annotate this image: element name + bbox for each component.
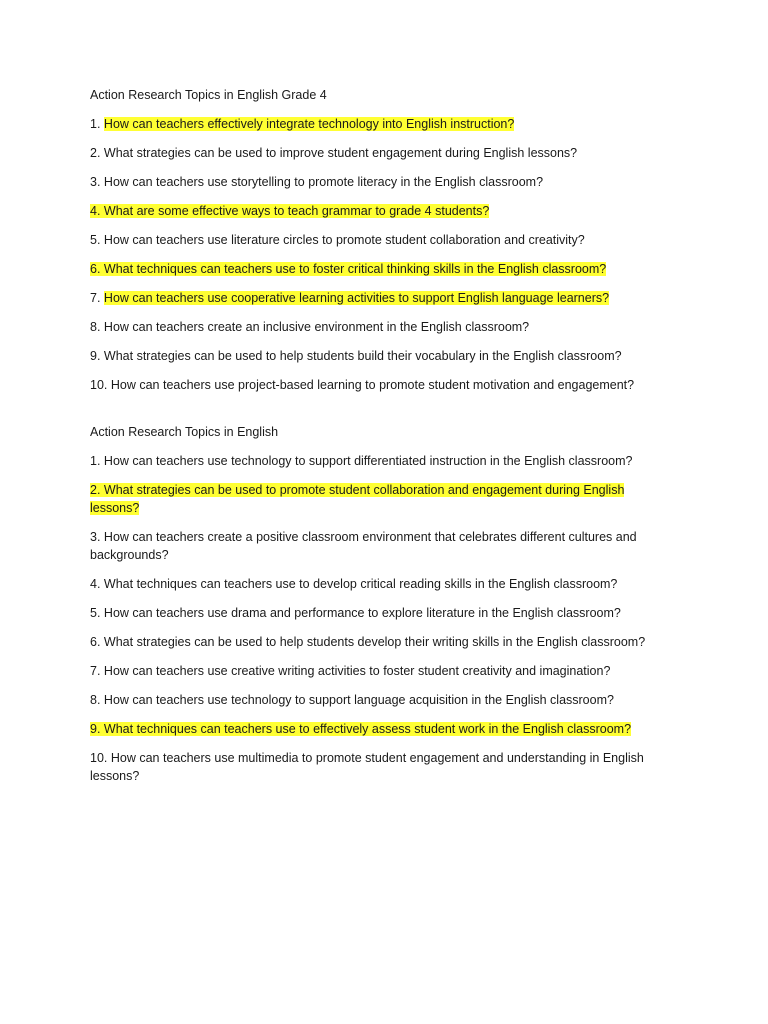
list-item [90, 318, 670, 336]
list-item [90, 260, 670, 278]
list-item [90, 376, 670, 394]
item-number: 7. [90, 291, 101, 305]
list-item [90, 481, 670, 517]
item-number: 6. [90, 635, 101, 649]
item-text: How can teachers effectively integrate technology into English instruction? [103, 117, 515, 131]
list-item [90, 202, 670, 220]
item-number: 5. [90, 233, 101, 247]
item-text: How can teachers use drama and performance to explore literature in the English classroom? [103, 606, 621, 620]
item-number: 2. [90, 146, 101, 160]
list-item [90, 289, 670, 307]
item-text: What strategies can be used to help students build their vocabulary in the English classroom? [103, 349, 622, 363]
item-number: 3. [90, 530, 101, 544]
section-grade-4 [90, 86, 670, 394]
item-text: How can teachers use project-based learning to promote student motivation and engagement? [110, 378, 635, 392]
item-number: 6. [90, 262, 101, 276]
item-text: How can teachers create a positive classroom environment that celebrates different cultures and backgrounds? [90, 530, 637, 562]
document-page [90, 86, 670, 796]
list-item [90, 749, 670, 785]
list-item [90, 575, 670, 593]
item-text: How can teachers use literature circles to promote student collaboration and creativity? [103, 233, 585, 247]
section-title: Action Research Topics in English [90, 425, 279, 439]
item-number: 9. [90, 349, 101, 363]
item-number: 4. [90, 204, 101, 218]
item-number: 10. [90, 378, 108, 392]
item-text: What techniques can teachers use to effectively assess student work in the English classroom? [103, 722, 632, 736]
item-text: How can teachers use creative writing activities to foster student creativity and imagination? [103, 664, 611, 678]
item-text: What techniques can teachers use to develop critical reading skills in the English classroom? [103, 577, 618, 591]
list-item [90, 604, 670, 622]
item-text: What strategies can be used to help students develop their writing skills in the English classroom? [103, 635, 646, 649]
item-number: 4. [90, 577, 101, 591]
list-item [90, 633, 670, 651]
section-title: Action Research Topics in English Grade 4 [90, 88, 327, 102]
item-text: What strategies can be used to improve student engagement during English lessons? [103, 146, 578, 160]
item-number: 8. [90, 693, 101, 707]
list-item [90, 691, 670, 709]
item-number: 3. [90, 175, 101, 189]
item-text: How can teachers use multimedia to promote student engagement and understanding in English lessons? [90, 751, 644, 783]
section-english [90, 423, 670, 785]
item-text: How can teachers create an inclusive environment in the English classroom? [103, 320, 530, 334]
item-text: What techniques can teachers use to foster critical thinking skills in the English classroom? [103, 262, 607, 276]
item-number: 7. [90, 664, 101, 678]
item-number: 9. [90, 722, 101, 736]
list-item [90, 528, 670, 564]
list-item [90, 173, 670, 191]
item-number: 1. [90, 117, 101, 131]
item-number: 5. [90, 606, 101, 620]
item-text: How can teachers use technology to support differentiated instruction in the English classroom? [103, 454, 633, 468]
list-item [90, 662, 670, 680]
item-text: How can teachers use cooperative learning activities to support English language learners? [103, 291, 610, 305]
item-number: 10. [90, 751, 108, 765]
item-number: 2. [90, 483, 101, 497]
item-number: 8. [90, 320, 101, 334]
list-item [90, 347, 670, 365]
item-text: How can teachers use technology to support language acquisition in the English classroom? [103, 693, 614, 707]
item-text: What strategies can be used to promote student collaboration and engagement during English lessons? [90, 483, 625, 515]
list-item [90, 231, 670, 249]
list-item [90, 144, 670, 162]
item-number: 1. [90, 454, 101, 468]
item-text: How can teachers use storytelling to promote literacy in the English classroom? [103, 175, 544, 189]
list-item [90, 720, 670, 738]
list-item [90, 452, 670, 470]
item-text: What are some effective ways to teach grammar to grade 4 students? [103, 204, 490, 218]
list-item [90, 115, 670, 133]
